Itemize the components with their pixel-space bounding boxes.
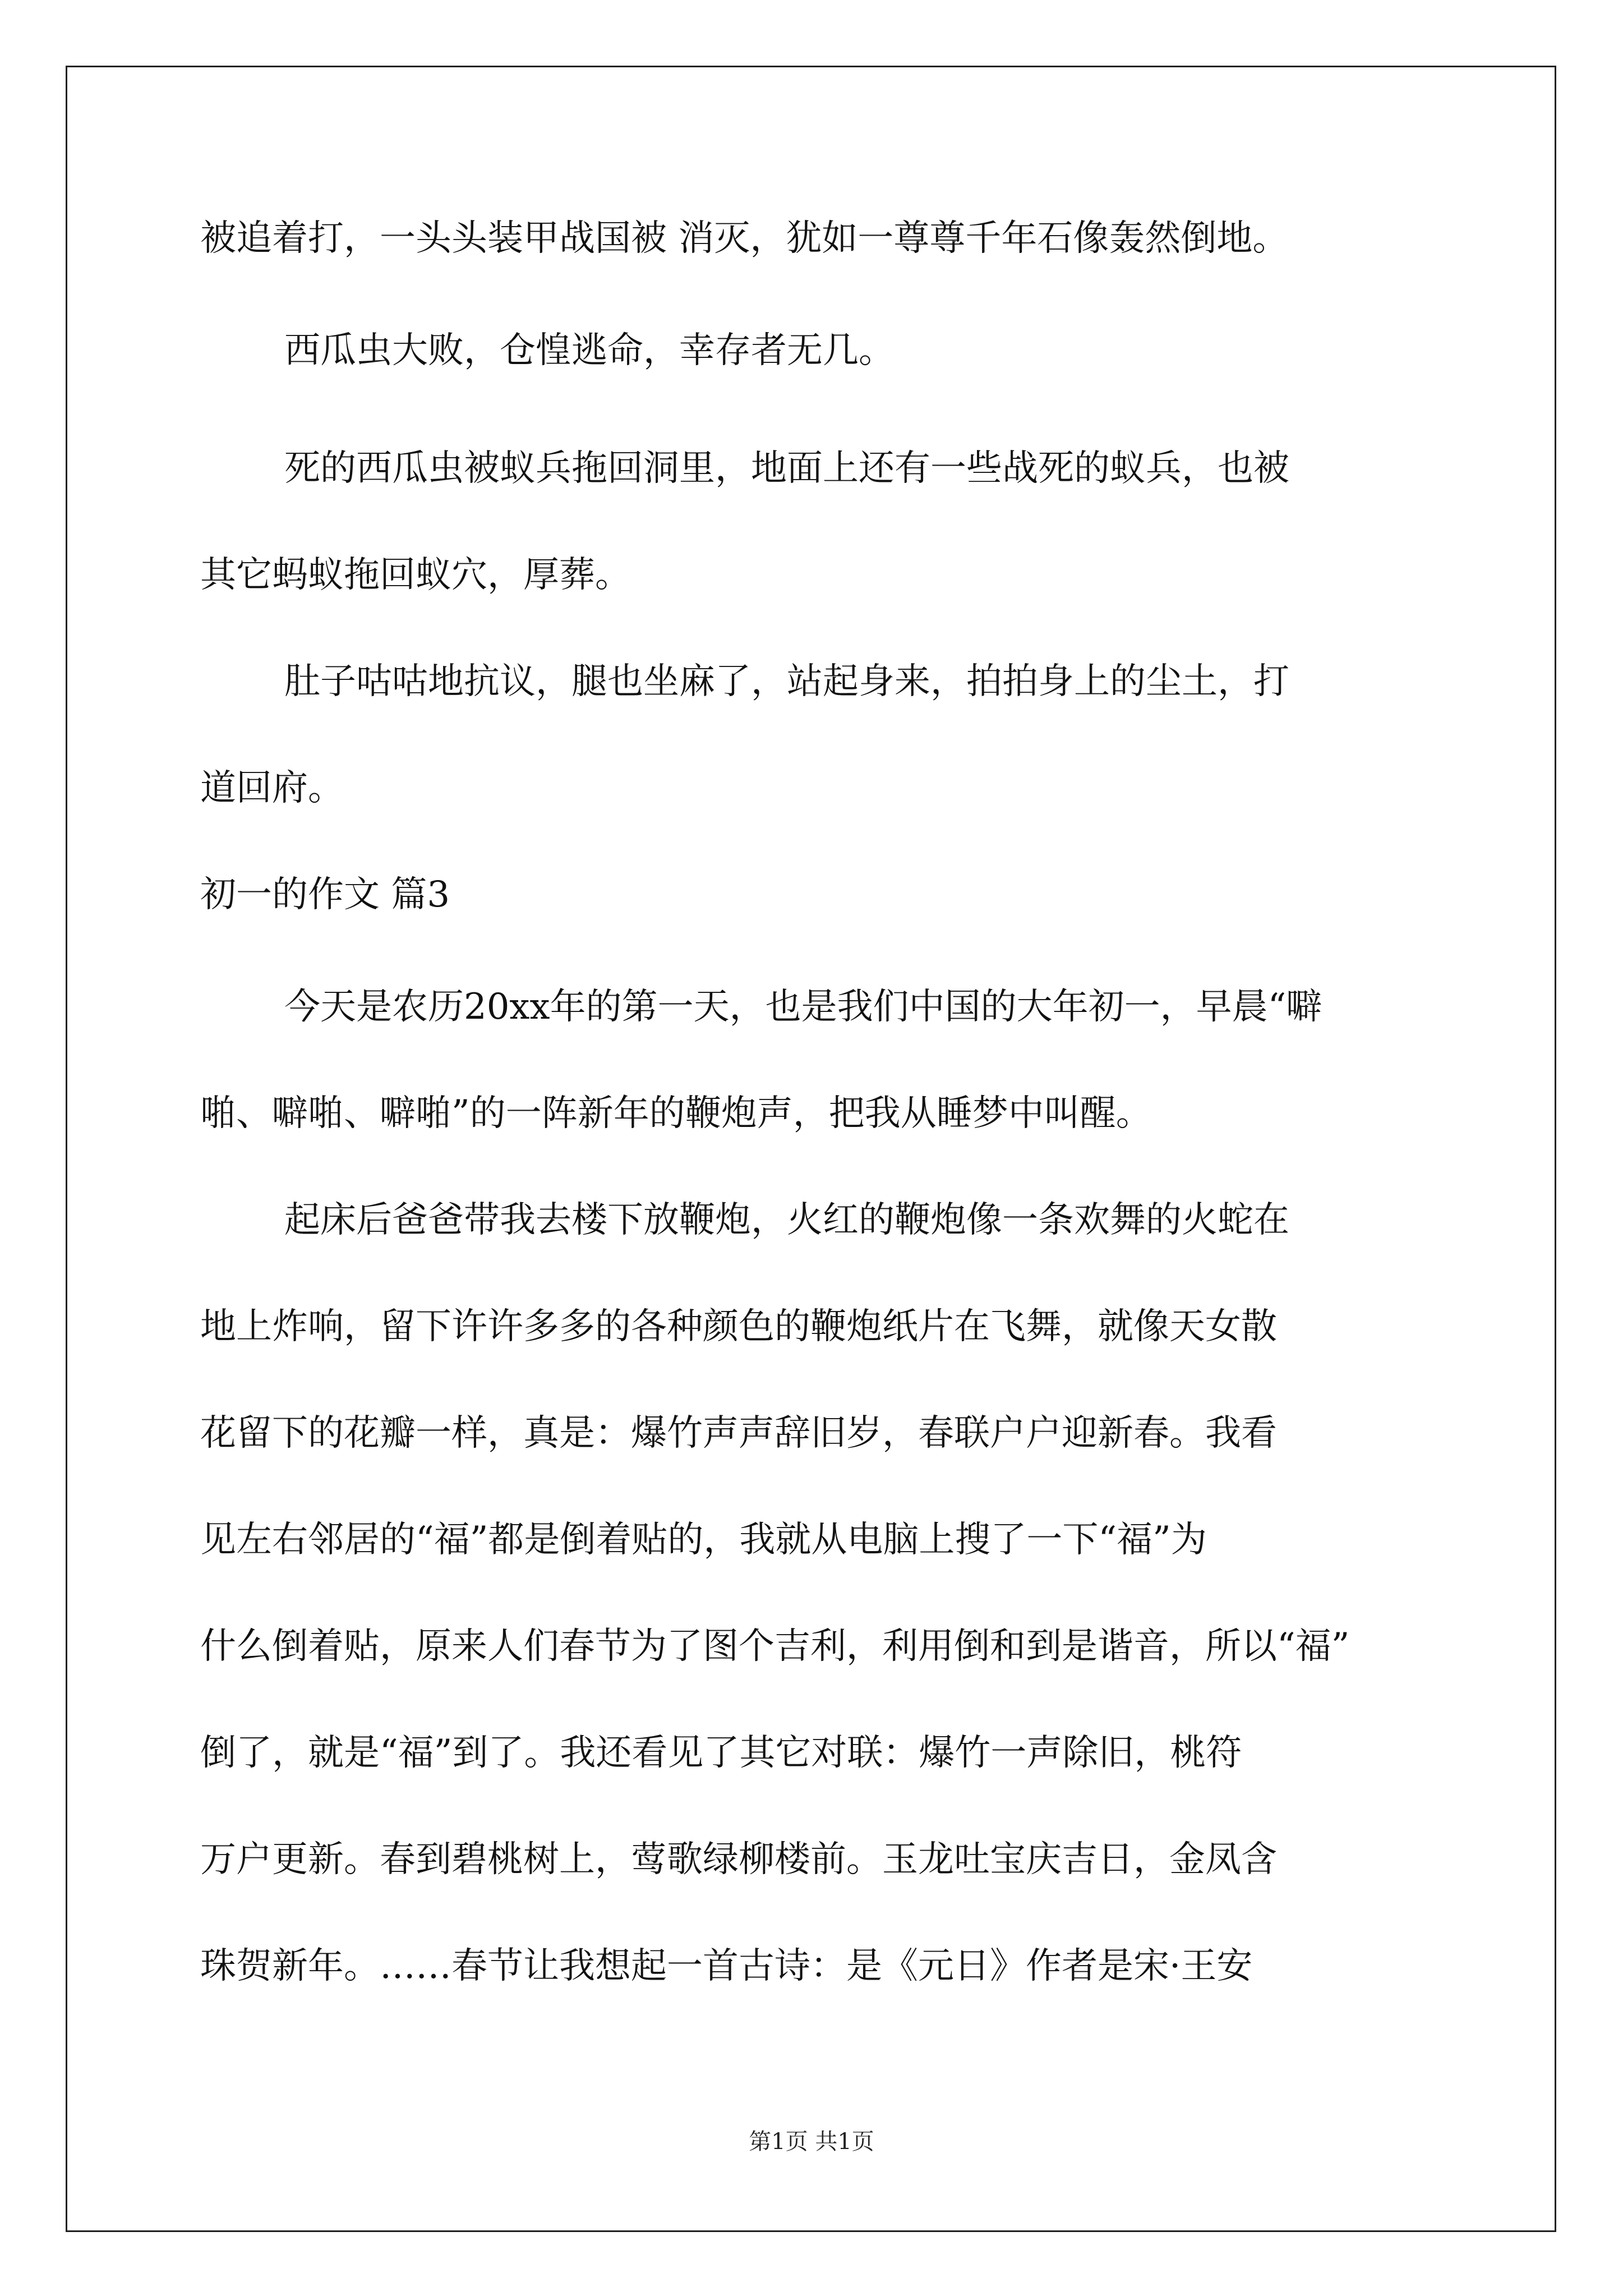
text-line: 肚子咕咕地抗议，腿也坐麻了，站起身来，拍拍身上的尘土，打: [284, 661, 1289, 702]
text-line: 西瓜虫大败，仓惶逃命，幸存者无几。: [284, 330, 895, 371]
text-line: 今天是农历20xx年的第一天，也是我们中国的大年初一，早晨“噼: [284, 986, 1322, 1028]
page-footer: 第1页 共1页: [749, 2129, 874, 2155]
text-line: 倒了，就是“福”到了。我还看见了其它对联：爆竹一声除旧，桃符: [200, 1732, 1242, 1774]
text-line: 见左右邻居的“福”都是倒着贴的，我就从电脑上搜了一下“福”为: [200, 1519, 1207, 1561]
text-line: 啪、噼啪、噼啪”的一阵新年的鞭炮声，把我从睡梦中叫醒。: [200, 1093, 1152, 1134]
text-line: 地上炸响，留下许许多多的各种颜色的鞭炮纸片在飞舞，就像天女散: [200, 1306, 1277, 1347]
text-line: 什么倒着贴，原来人们春节为了图个吉利，利用倒和到是谐音，所以“福”: [200, 1626, 1350, 1667]
text-line: 死的西瓜虫被蚁兵拖回洞里，地面上还有一些战死的蚁兵，也被: [284, 448, 1289, 489]
text-line: 起床后爸爸带我去楼下放鞭炮，火红的鞭炮像一条欢舞的火蛇在: [284, 1199, 1289, 1241]
section-heading: 初一的作文 篇3: [200, 874, 450, 915]
text-line: 珠贺新年。……春节让我想起一首古诗：是《元日》作者是宋·王安: [200, 1945, 1253, 1987]
text-line: 其它蚂蚁拖回蚁穴，厚葬。: [200, 554, 631, 596]
text-line: 万户更新。春到碧桃树上，莺歌绿柳楼前。玉龙吐宝庆吉日，金凤含: [200, 1839, 1277, 1880]
text-line: 花留下的花瓣一样，真是：爆竹声声辞旧岁，春联户户迎新春。我看: [200, 1412, 1277, 1454]
text-line: 道回府。: [200, 767, 344, 809]
page-border: [66, 66, 1556, 2232]
text-line: 被追着打，一头头装甲战国被 消灭，犹如一尊尊千年石像轰然倒地。: [200, 218, 1289, 259]
